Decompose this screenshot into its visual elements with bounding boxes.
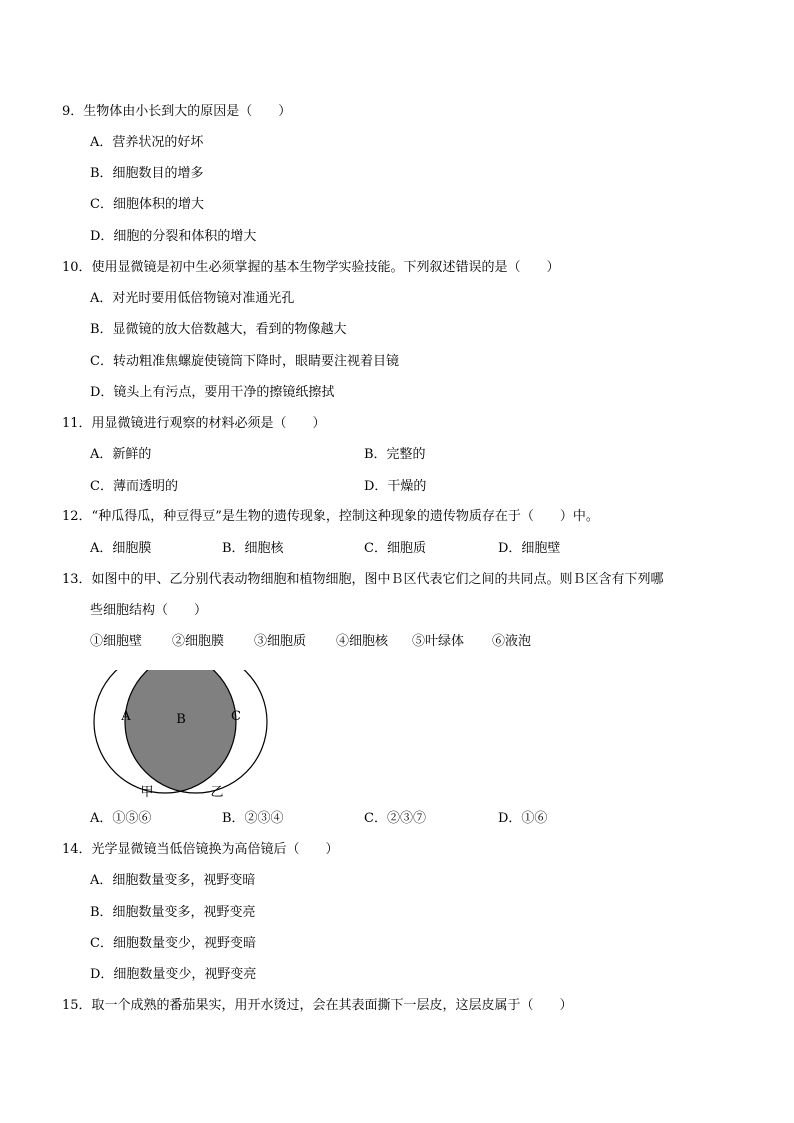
structure-item-4: ④细胞核 (336, 634, 389, 649)
structure-item-3: ③细胞质 (254, 634, 307, 649)
question-14-option-b: B．细胞数量变多，视野变亮 (90, 905, 256, 920)
question-9-option-b: B．细胞数目的增多 (90, 166, 204, 181)
structure-item-2: ②细胞膜 (172, 634, 225, 649)
question-13-option-b: B．②③④ (222, 811, 284, 826)
question-10-option-d: D．镜头上有污点，要用干净的擦镜纸擦拭 (90, 385, 335, 400)
question-12-option-b: B．细胞核 (222, 541, 284, 556)
question-11-option-b: B．完整的 (364, 447, 426, 462)
venn-label-a: A (121, 709, 131, 724)
venn-diagram (90, 670, 280, 810)
question-12-option-c: C．细胞质 (364, 541, 426, 556)
question-11-option-a: A．新鲜的 (90, 447, 152, 462)
structure-item-1: ①细胞壁 (90, 634, 143, 649)
question-15-stem: 15．取一个成熟的番茄果实，用开水烫过，会在其表面撕下一层皮，这层皮属于（ ） (62, 998, 573, 1013)
question-9-option-c: C．细胞体积的增大 (90, 197, 204, 212)
venn-label-b: B (176, 712, 186, 727)
question-14-option-c: C．细胞数量变少，视野变暗 (90, 936, 256, 951)
question-13-option-c: C．②③⑦ (364, 811, 426, 826)
venn-caption-right: 乙 (210, 785, 224, 800)
question-14-stem: 14．光学显微镜当低倍镜换为高倍镜后（ ） (62, 842, 339, 857)
question-13-option-d: D．①⑥ (498, 811, 548, 826)
venn-label-c: C (231, 709, 241, 724)
question-9-option-a: A．营养状况的好坏 (90, 135, 204, 150)
question-10-option-c: C．转动粗准焦螺旋使镜筒下降时，眼睛要注视着目镜 (90, 354, 399, 369)
question-10-stem: 10．使用显微镜是初中生必须掌握的基本生物学实验技能。下列叙述错误的是（ ） (62, 260, 560, 275)
question-14-option-a: A．细胞数量变多，视野变暗 (90, 873, 256, 888)
question-12-option-a: A．细胞膜 (90, 541, 152, 556)
structure-item-5: ⑤叶绿体 (412, 634, 465, 649)
structure-item-6: ⑥液泡 (492, 634, 532, 649)
question-11-option-d: D．干燥的 (364, 479, 427, 494)
question-12-stem: 12．“种瓜得瓜，种豆得豆”是生物的遗传现象，控制这种现象的遗传物质存在于（ ）中。 (62, 509, 599, 524)
question-11-stem: 11．用显微镜进行观察的材料必须是（ ） (62, 416, 326, 431)
question-10-option-a: A．对光时要用低倍物镜对准通光孔 (90, 291, 295, 306)
question-9-option-d: D．细胞的分裂和体积的增大 (90, 229, 257, 244)
question-10-option-b: B．显微镜的放大倍数越大，看到的物像越大 (90, 322, 347, 337)
venn-caption-left: 甲 (140, 785, 154, 800)
venn-overlap-region (125, 670, 267, 793)
question-13-stem-line-2: 些细胞结构（ ） (90, 603, 208, 618)
question-11-option-c: C．薄而透明的 (90, 479, 178, 494)
question-9-stem: 9．生物体由小长到大的原因是（ ） (62, 104, 292, 119)
question-13-option-a: A．①⑤⑥ (90, 811, 152, 826)
question-13-stem-line-1: 13．如图中的甲、乙分别代表动物细胞和植物细胞，图中Ｂ区代表它们之间的共同点。则Ｂ区含有下列哪 (62, 572, 664, 587)
question-12-option-d: D．细胞壁 (498, 541, 561, 556)
question-14-option-d: D．细胞数量变少，视野变亮 (90, 967, 257, 982)
